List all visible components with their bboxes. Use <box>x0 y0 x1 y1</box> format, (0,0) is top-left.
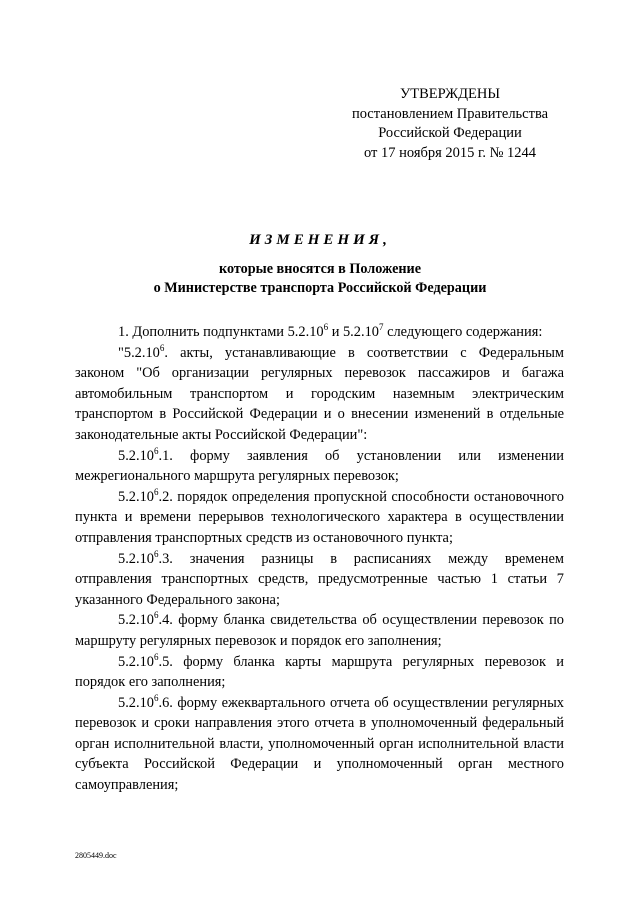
subclause-6-text: .6. форму ежеквартального отчета об осуществлении регулярных перевозок и сроки направления этого отчета в уполномоченный федеральный орган исполнительной власти, уполномоченный орган исполнительной власти субъекта Российской Федерации и уполномоченный орган местного самоуправления; <box>75 694 564 794</box>
superscript: 6 <box>153 692 159 703</box>
subclause-5 <box>75 652 564 693</box>
approval-stamp <box>340 85 560 163</box>
subclause-4 <box>75 610 564 651</box>
paragraph-1-text-b: и 5.2.10 <box>328 324 379 340</box>
paragraph-1-text-a: 1. Дополнить подпунктами 5.2.10 <box>118 324 324 340</box>
document-subtitle-line-1: которые вносятся в Положение <box>218 261 422 277</box>
subclause-2-number: 5.2.10 <box>118 488 154 505</box>
document-title: ИЗМЕНЕНИЯ, <box>249 232 391 248</box>
subclause-3-number: 5.2.10 <box>118 550 154 567</box>
superscript: 6 <box>153 610 159 621</box>
paragraph-2-text-b: . акты, устанавливающие в соответствии с Федеральным законом "Об организации регулярных перевозок пассажиров и багажа автомобильным транспортом и городским наземным электрическим транспортом в Российской Федерации и о внесении изменений в отдельные законодательные акты Российской Федерации": <box>75 344 564 443</box>
paragraph-1-text-c: следующего содержания: <box>383 324 543 340</box>
document-body <box>75 322 564 796</box>
document-file-id: 2805449.doc <box>75 851 117 860</box>
subclause-1 <box>75 446 564 487</box>
superscript: 7 <box>378 322 384 333</box>
paragraph-1 <box>75 322 564 343</box>
subclause-1-number: 5.2.10 <box>118 447 154 464</box>
document-title-block <box>60 230 580 298</box>
superscript: 6 <box>159 342 165 353</box>
subclause-2-text: .2. порядок определения пропускной способности остановочного пункта и времени перерывов технологического характера в осуществлении отправления транспортных средств из остановочного пункта; <box>75 488 564 546</box>
document-subtitle-line-2: о Министерстве транспорта Российской Федерации <box>153 280 487 296</box>
approval-government-line: Российской Федерации <box>378 125 522 141</box>
approval-date-number-line: от 17 ноября 2015 г. № 1244 <box>363 144 537 161</box>
subclause-3 <box>75 549 564 611</box>
subclause-4-text: .4. форму бланка свидетельства об осуществлении перевозок по маршруту регулярных перевозок и порядок его заполнения; <box>75 612 564 649</box>
subclause-5-number: 5.2.10 <box>118 653 154 670</box>
subclause-5-text: .5. форму бланка карты маршрута регулярных перевозок и порядок его заполнения; <box>75 653 564 691</box>
superscript: 6 <box>153 445 159 456</box>
superscript: 6 <box>153 486 159 497</box>
superscript: 6 <box>153 651 159 662</box>
subclause-2 <box>75 487 564 549</box>
subclause-4-number: 5.2.10 <box>118 612 154 629</box>
paragraph-2-text-a: "5.2.10 <box>118 344 160 361</box>
subclause-6 <box>75 693 564 796</box>
approval-heading: УТВЕРЖДЕНЫ <box>399 86 501 102</box>
document-subtitle <box>60 260 580 298</box>
paragraph-2 <box>75 343 564 446</box>
approval-resolution-line: постановлением Правительства <box>351 105 549 122</box>
superscript: 6 <box>323 322 329 333</box>
subclause-6-number: 5.2.10 <box>118 694 154 711</box>
subclause-1-text: .1. форму заявления об установлении или изменении межрегионального маршрута регулярных перевозок; <box>75 447 564 485</box>
superscript: 6 <box>153 548 159 559</box>
subclause-3-text: .3. значения разницы в расписаниях между временем отправления транспортных средств, предусмотренные частью 1 статьи 7 указанного Федерального закона; <box>75 550 564 608</box>
